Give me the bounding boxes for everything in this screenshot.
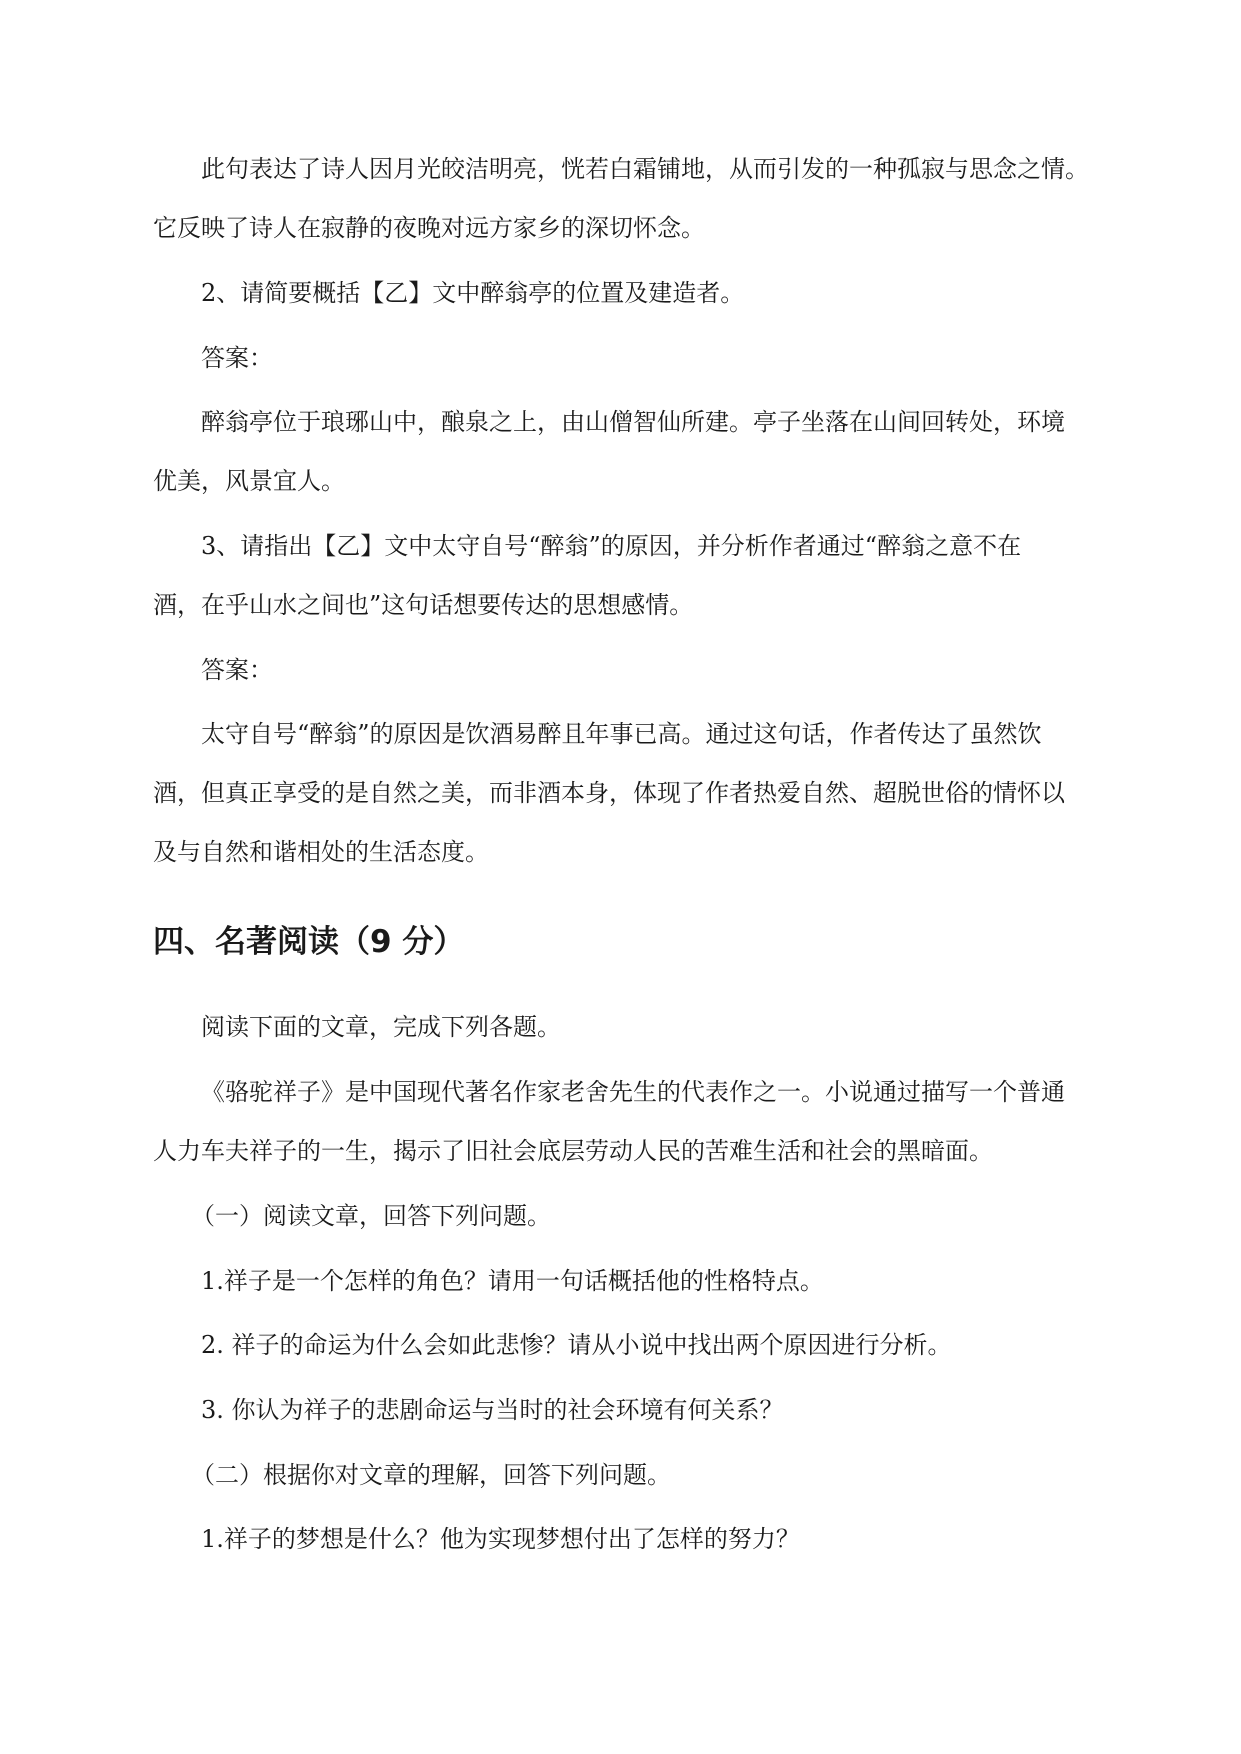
reading-instruction: 阅读下面的文章，完成下列各题。 — [201, 1013, 561, 1041]
q3-answer-line: 太守自号“醉翁”的原因是饮酒易醉且年事已高。通过这句话，作者传达了虽然饮 — [201, 720, 1042, 748]
intro-paragraph-line: 《骆驼祥子》是中国现代著名作家老舍先生的代表作之一。小说通过描写一个普通 — [201, 1078, 1065, 1106]
q3-question-line: 酒，在乎山水之间也”这句话想要传达的思想感情。 — [153, 591, 694, 619]
q2-question: 2、请简要概括【乙】文中醉翁亭的位置及建造者。 — [201, 279, 745, 307]
section-heading: 四、名著阅读（9 分） — [153, 924, 465, 960]
q3-answer-label: 答案： — [201, 656, 273, 684]
question-item: 2. 祥子的命运为什么会如此悲惨？请从小说中找出两个原因进行分析。 — [201, 1331, 952, 1359]
question-item: 3. 你认为祥子的悲剧命运与当时的社会环境有何关系？ — [201, 1396, 784, 1424]
intro-paragraph-line: 人力车夫祥子的一生，揭示了旧社会底层劳动人民的苦难生活和社会的黑暗面。 — [153, 1137, 993, 1165]
part-title: （一）阅读文章，回答下列问题。 — [191, 1202, 551, 1230]
question-item: 1.祥子的梦想是什么？他为实现梦想付出了怎样的努力？ — [201, 1525, 800, 1553]
q2-answer-label: 答案： — [201, 344, 273, 372]
q3-answer-line: 及与自然和谐相处的生活态度。 — [153, 838, 489, 866]
q3-question-line: 3、请指出【乙】文中太守自号“醉翁”的原因，并分析作者通过“醉翁之意不在 — [201, 532, 1022, 560]
question-item: 1.祥子是一个怎样的角色？请用一句话概括他的性格特点。 — [201, 1267, 824, 1295]
q3-answer-line: 酒，但真正享受的是自然之美，而非酒本身，体现了作者热爱自然、超脱世俗的情怀以 — [153, 779, 1065, 807]
q2-answer-line: 醉翁亭位于琅琊山中，酿泉之上，由山僧智仙所建。亭子坐落在山间回转处，环境 — [201, 408, 1065, 436]
q2-answer-line: 优美，风景宜人。 — [153, 467, 345, 495]
part-title: （二）根据你对文章的理解，回答下列问题。 — [191, 1461, 671, 1489]
q1-answer-line: 此句表达了诗人因月光皎洁明亮，恍若白霜铺地，从而引发的一种孤寂与思念之情。 — [201, 155, 1089, 183]
q1-answer-line: 它反映了诗人在寂静的夜晚对远方家乡的深切怀念。 — [153, 214, 705, 242]
